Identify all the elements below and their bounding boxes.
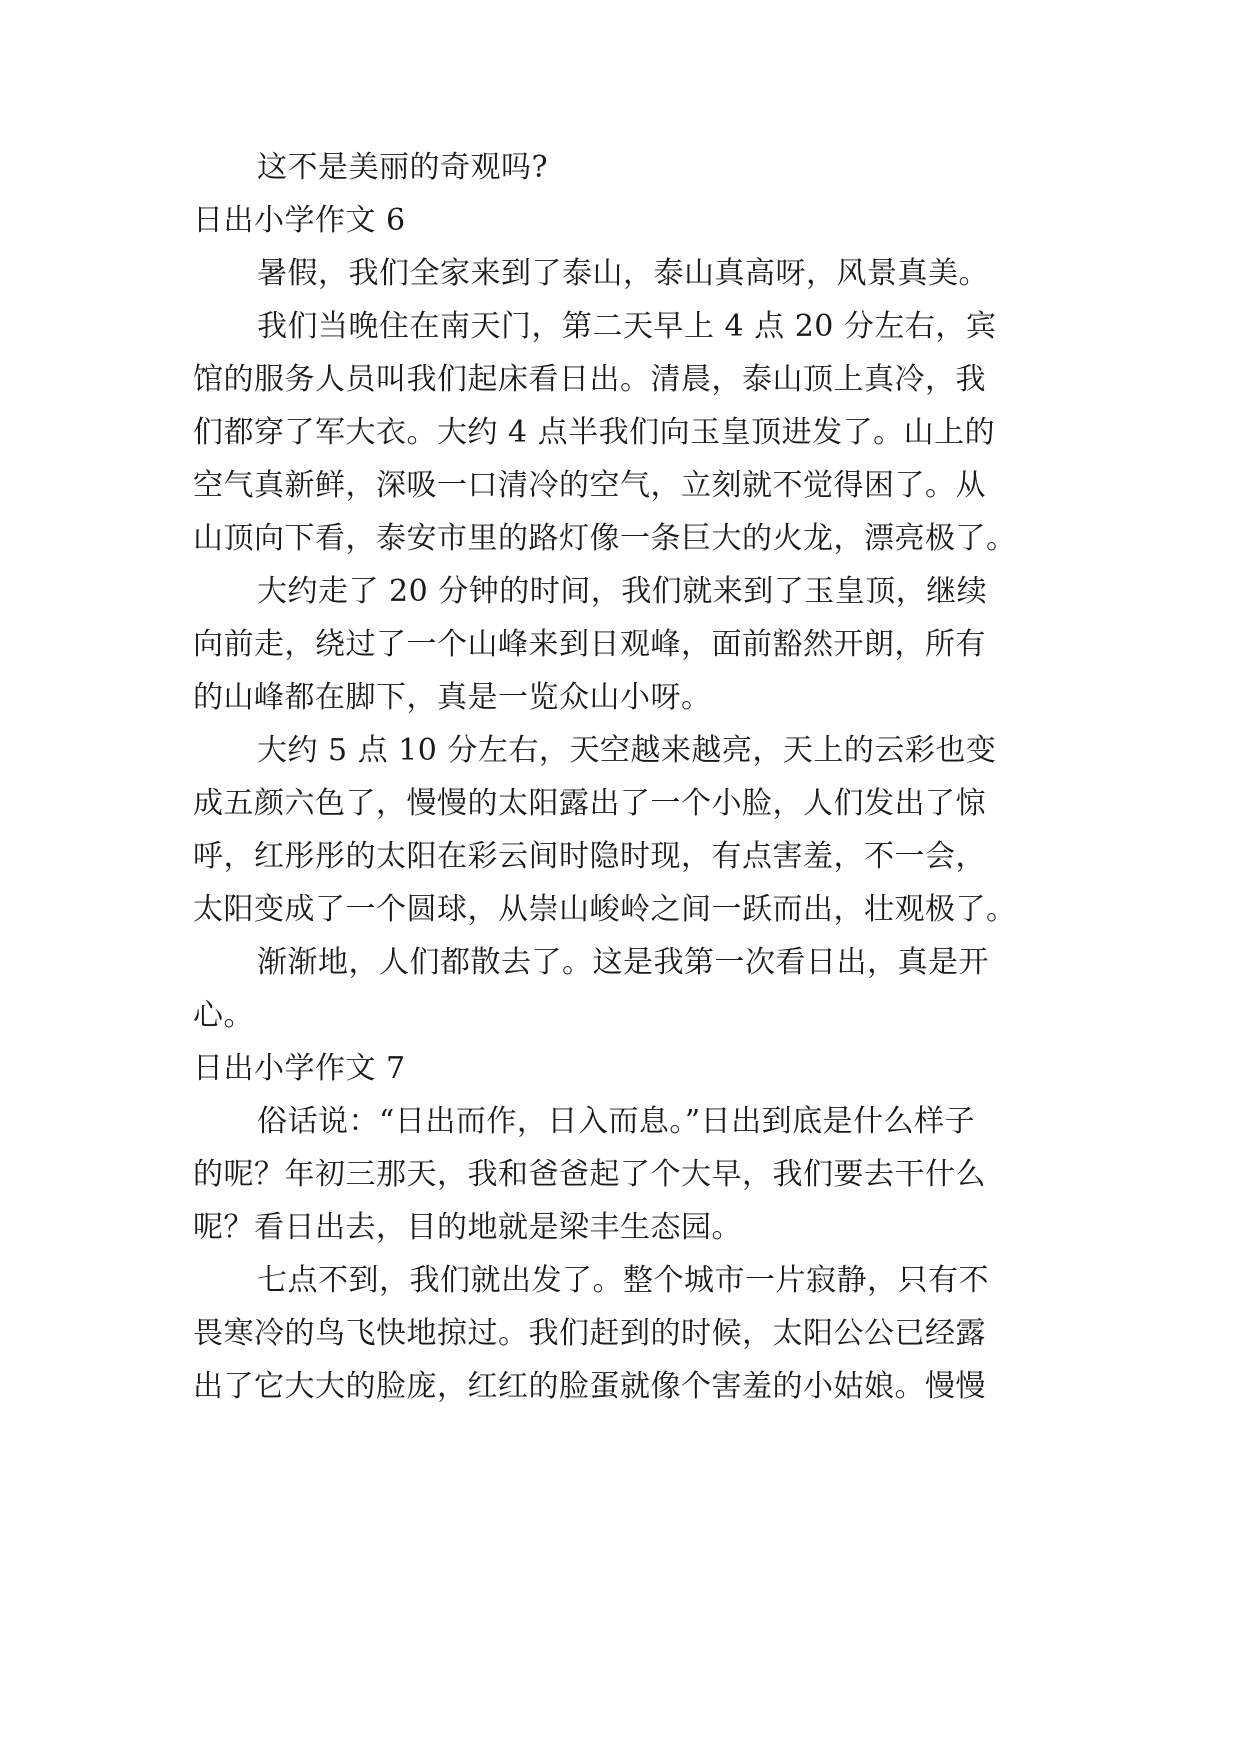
paragraph-line: 太阳变成了一个圆球，从崇山峻岭之间一跃而出，壮观极了。 bbox=[193, 892, 1017, 927]
paragraph-line: 的山峰都在脚下，真是一览众山小呀。 bbox=[193, 680, 712, 715]
paragraph-line: 畏寒冷的鸟飞快地掠过。我们赶到的时候，太阳公公已经露 bbox=[193, 1316, 986, 1351]
paragraph-line: 呢？看日出去，目的地就是梁丰生态园。 bbox=[193, 1210, 742, 1245]
paragraph-line: 心。 bbox=[193, 998, 254, 1033]
paragraph-line: 空气真新鲜，深吸一口清冷的空气，立刻就不觉得困了。从 bbox=[193, 468, 986, 503]
paragraph-line: 七点不到，我们就出发了。整个城市一片寂静，只有不 bbox=[257, 1263, 989, 1298]
paragraph-line: 山顶向下看，泰安市里的路灯像一条巨大的火龙，漂亮极了。 bbox=[193, 521, 1017, 556]
section-heading: 日出小学作文 7 bbox=[193, 1051, 406, 1086]
paragraph-line: 们都穿了军大衣。大约 4 点半我们向玉皇顶进发了。山上的 bbox=[193, 415, 996, 450]
paragraph-line: 大约走了 20 分钟的时间，我们就来到了玉皇顶，继续 bbox=[257, 574, 988, 609]
paragraph-line: 呼，红彤彤的太阳在彩云间时隐时现，有点害羞，不一会， bbox=[193, 839, 986, 874]
paragraph-line: 出了它大大的脸庞，红红的脸蛋就像个害羞的小姑娘。慢慢 bbox=[193, 1369, 986, 1404]
paragraph-line: 成五颜六色了，慢慢的太阳露出了一个小脸，人们发出了惊 bbox=[193, 786, 986, 821]
paragraph-line: 暑假，我们全家来到了泰山，泰山真高呀，风景真美。 bbox=[257, 256, 989, 291]
paragraph-line: 向前走，绕过了一个山峰来到日观峰，面前豁然开朗，所有 bbox=[193, 627, 986, 662]
paragraph-line: 馆的服务人员叫我们起床看日出。清晨，泰山顶上真冷，我 bbox=[193, 362, 986, 397]
paragraph-line: 这不是美丽的奇观吗? bbox=[257, 150, 549, 185]
paragraph-line: 渐渐地，人们都散去了。这是我第一次看日出，真是开 bbox=[257, 945, 989, 980]
paragraph-line: 的呢？年初三那天，我和爸爸起了个大早，我们要去干什么 bbox=[193, 1157, 986, 1192]
paragraph-line: 大约 5 点 10 分左右，天空越来越亮，天上的云彩也变 bbox=[257, 733, 997, 768]
section-heading: 日出小学作文 6 bbox=[193, 203, 406, 238]
paragraph-line: 俗话说：“日出而作，日入而息。”日出到底是什么样子 bbox=[257, 1104, 976, 1139]
paragraph-line: 我们当晚住在南天门，第二天早上 4 点 20 分左右，宾 bbox=[257, 309, 997, 344]
